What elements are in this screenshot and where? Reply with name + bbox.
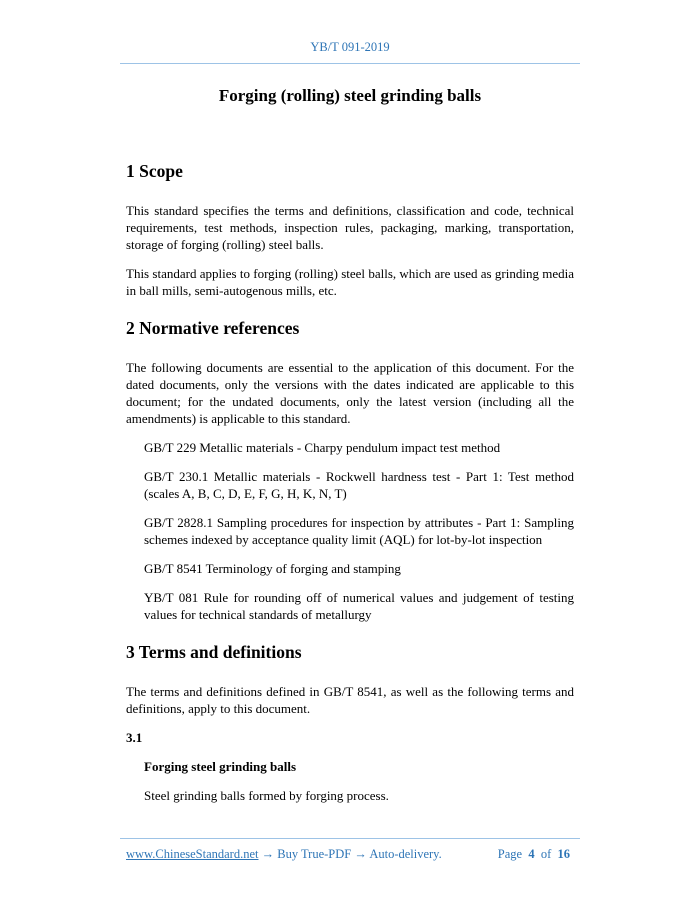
auto-delivery-text: Auto-delivery. <box>369 847 442 861</box>
term-number: 3.1 <box>126 730 143 745</box>
document-title: Forging (rolling) steel grinding balls <box>218 86 482 105</box>
page-number <box>498 847 570 862</box>
header-divider <box>120 63 580 64</box>
reference-item: GB/T 229 Metallic materials - Charpy pendulum impact test method <box>144 440 501 455</box>
reference-item: YB/T 081 Rule for rounding off of numerical values and judgement of testing values for technical standards of metallurgy <box>144 590 574 622</box>
scope-paragraph-2: This standard applies to forging (rolling) steel balls, which are used as grinding media in ball mills, semi-autogenous mills, etc. <box>126 266 574 298</box>
footer-promo <box>126 847 442 862</box>
page-current: 4 <box>528 847 535 861</box>
section-heading-terms-definitions: 3 Terms and definitions <box>126 642 302 662</box>
standard-code: YB/T 091-2019 <box>310 40 390 54</box>
page-total: 16 <box>557 847 570 861</box>
term-name: Forging steel grinding balls <box>144 759 297 774</box>
document-body <box>126 160 574 804</box>
arrow-icon: → <box>258 847 278 861</box>
reference-item: GB/T 8541 Terminology of forging and stamping <box>144 561 401 576</box>
normative-intro-paragraph: The following documents are essential to the application of this document. For the dated documents, only the versions with the dates indicated are applicable to this document; for the undated documents, only the latest version (including all the amendments) is applicable to this standard. <box>126 360 574 426</box>
scope-paragraph-1: This standard specifies the terms and definitions, classification and code, technical requirements, test methods, inspection rules, packaging, marking, transportation, storage of forging (rolling) steel balls. <box>126 203 574 252</box>
reference-item: GB/T 230.1 Metallic materials - Rockwell hardness test - Part 1: Test method (scales A, B, C, D, E, F, G, H, K, N, T) <box>144 469 574 501</box>
of-label: of <box>540 847 552 861</box>
page-label: Page <box>497 847 523 861</box>
buy-pdf-text: Buy True-PDF <box>277 847 352 861</box>
section-heading-scope: 1 Scope <box>126 161 183 181</box>
section-heading-normative-references: 2 Normative references <box>126 318 300 338</box>
arrow-icon: → <box>351 847 370 861</box>
terms-intro-paragraph: The terms and definitions defined in GB/T 8541, as well as the following terms and definitions, apply to this document. <box>126 684 574 716</box>
term-definition: Steel grinding balls formed by forging process. <box>144 788 389 803</box>
footer-divider <box>120 838 580 839</box>
website-link[interactable]: www.ChineseStandard.net <box>126 847 259 861</box>
reference-item: GB/T 2828.1 Sampling procedures for inspection by attributes - Part 1: Sampling schemes indexed by acceptance quality limit (AQL) for lot-by-lot inspection <box>144 515 574 547</box>
